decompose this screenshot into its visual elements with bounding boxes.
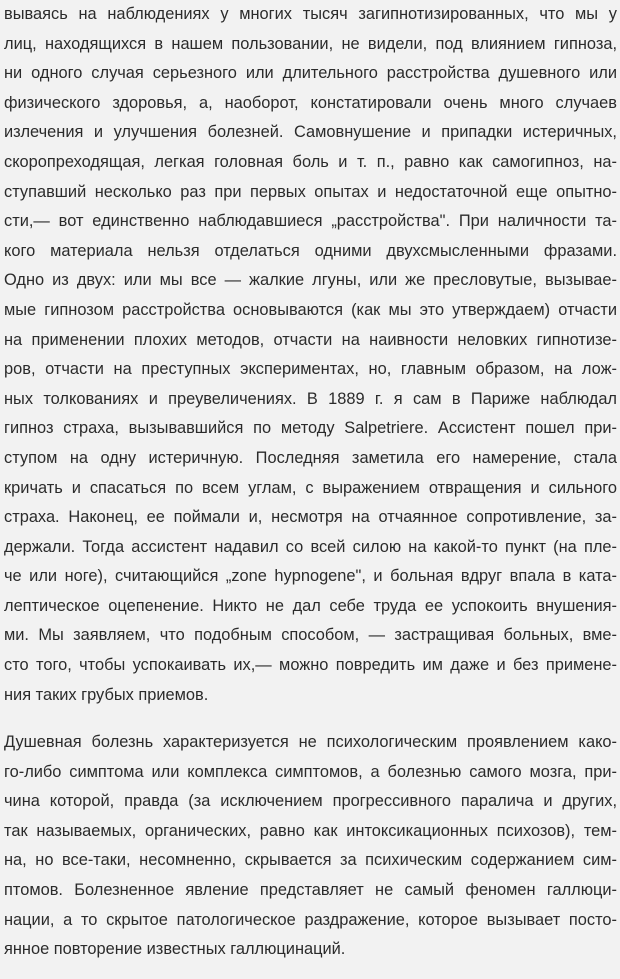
text-line: лиц, находящихся в нашем пользовании, не видели, под влиянием гипноза, — [4, 34, 617, 53]
text-line: кричать и спасаться по всем углам, с выражением отвращения и сильного — [4, 478, 617, 497]
paragraph-hypnosis-disorders — [4, 0, 617, 710]
text-line: Одно из двух: или мы все — жалкие лгуны, или же пресловутые, вызывае- — [4, 271, 617, 290]
text-line: сто того, чтобы успокаивать их,— можно повредить им даже и без примене- — [4, 656, 617, 675]
text-line: лептическое оцепенение. Никто не дал себе труда ее успокоить внушения- — [4, 596, 617, 615]
text-line: так называемых, органических, равно как интоксикационных психозов), тем- — [4, 821, 617, 840]
text-line: кого материала нельзя отделаться одними двухсмысленными фразами. — [4, 241, 617, 260]
text-line: ных толкованиях и преувеличениях. В 1889 г. я сам в Париже наблюдал — [4, 389, 617, 408]
text-line: чина которой, правда (за исключением прогрессивного паралича и других, — [4, 792, 617, 811]
text-line: ступом на одну истеричную. Последняя заметила его намерение, стала — [4, 448, 617, 467]
text-line: держали. Тогда ассистент надавил со всей силою на какой-то пункт (на пле- — [4, 537, 617, 556]
text-line: скоропреходящая, легкая головная боль и т. п., равно как самогипноз, на- — [4, 152, 617, 171]
text-line: сти,— вот единственно наблюдавшиеся „расстройства". При наличности та- — [4, 212, 617, 231]
text-line: физического здоровья, а, наоборот, констатировали очень много случаев — [4, 93, 617, 112]
text-line: ступавший несколько раз при первых опытах и недостаточной еще опытно- — [4, 182, 617, 201]
text-line: страха. Наконец, ее поймали и, несмотря на отчаянное сопротивление, за- — [4, 508, 617, 527]
text-line: вываясь на наблюдениях у многих тысяч загипнотизированных, что мы у — [4, 5, 617, 23]
text-line: на применении плохих методов, отчасти на наивности неловких гипнотизе- — [4, 330, 617, 349]
text-line: ни одного случая серьезного или длительного расстройства душевного или — [4, 64, 617, 83]
text-line: нации, а то скрытое патологическое раздражение, которое вызывает посто- — [4, 910, 617, 929]
text-line: янное повторение известных галлюцинаций. — [4, 940, 346, 959]
text-line: ров, отчасти на преступных экспериментах, но, главным образом, на лож- — [4, 360, 617, 379]
text-line: гипноз страха, вызывавшийся по методу Salpetriere. Ассистент пошел при- — [4, 419, 617, 438]
text-line: ми. Мы заявляем, что подобным способом, — застращивая больных, вме- — [4, 626, 617, 645]
text-line: излечения и улучшения болезней. Самовнушение и припадки истеричных, — [4, 123, 617, 142]
paragraph-mental-illness — [4, 728, 617, 965]
text-line: че или ноге), считающийся „zone hypnogene", и больная вдруг впала в ката- — [4, 567, 617, 586]
text-line: го-либо симптома или комплекса симптомов, а болезнью самого мозга, при- — [4, 762, 617, 781]
text-line: на, но все-таки, несомненно, скрывается за психическим содержанием сим- — [4, 851, 617, 870]
text-line: птомов. Болезненное явление представляет не самый феномен галлюци- — [4, 880, 617, 899]
text-line: ния таких грубых приемов. — [4, 685, 209, 704]
text-line: мые гипнозом расстройства основываются (как мы это утверждаем) отчасти — [4, 300, 617, 319]
text-line: Душевная болезнь характеризуется не психологическим проявлением како- — [4, 733, 617, 751]
